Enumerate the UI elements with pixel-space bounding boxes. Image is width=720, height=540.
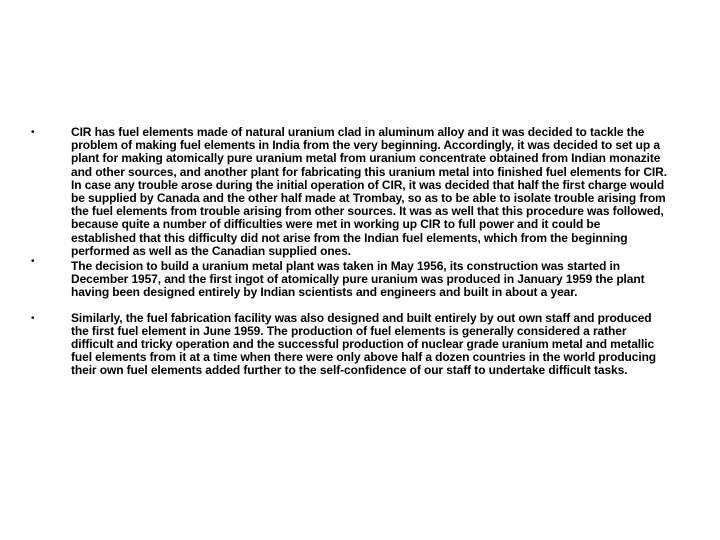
bullet-dot-icon: • [31, 312, 35, 324]
bullet-text: Similarly, the fuel fabrication facility was also designed and built entirely by out own staff and produced the first fuel element in June 1959. The production of fuel elements is generally considered a rather difficult and tricky operation and the successful production of nuclear grade uranium metal and metallic fuel elements from it at a time when there were only above half a dozen countries in the world producing their own fuel elements added further to the self-confidence of our staff to undertake difficult tasks. [71, 310, 657, 378]
bullet-text: The decision to build a uranium metal plant was taken in May 1956, its construction was started in December 1957, and the first ingot of atomically pure uranium was produced in January 1959 the plant having been designed entirely by Indian scientists and engineers and built in about a year. [71, 259, 645, 300]
bullet-item [28, 126, 668, 258]
bullet-item [28, 312, 668, 378]
bullet-dot-icon: • [31, 256, 35, 268]
bullet-list [28, 126, 668, 378]
bullet-item [28, 256, 668, 300]
bullet-text: CIR has fuel elements made of natural uranium clad in aluminum alloy and it was decided to tackle the problem of making fuel elements in India from the very beginning. Accordingly, it was decided to set up a plant for making atomically pure uranium metal from uranium concentrate obtained from Indian monazite and other sources, and another plant for fabricating this uranium metal into finished fuel elements for CIR. In case any trouble arose during the initial operation of CIR, it was decided that half the first charge would be supplied by Canada and the other half made at Trombay, so as to be able to isolate trouble arising from the fuel elements from trouble arising from other sources. It was as well that this procedure was followed, because quite a number of difficulties were met in working up CIR to full power and it could be established that this difficulty did not arise from the Indian fuel elements, which from the beginning performed as well as the Canadian supplied ones. [71, 125, 667, 258]
bullet-dot-icon: • [31, 127, 35, 138]
